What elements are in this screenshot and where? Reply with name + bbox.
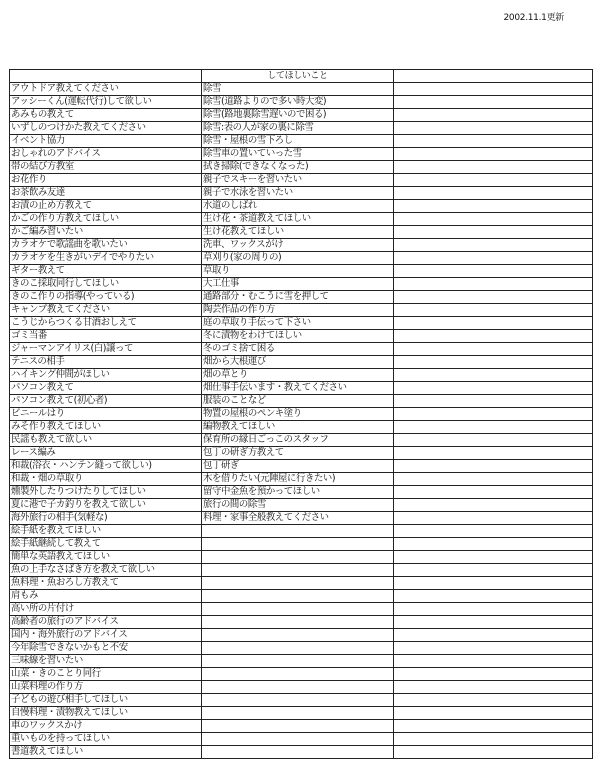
table-cell: 包丁の研ぎ方教えて: [202, 447, 394, 460]
table-cell: 料理・家事全般教えてください: [202, 512, 394, 525]
table-cell: 生け花・茶道教えてほしい: [202, 213, 394, 226]
table-cell: [394, 109, 593, 122]
table-row: [10, 96, 593, 109]
table-body: [10, 83, 593, 759]
table-cell: [394, 122, 593, 135]
table-cell: [394, 564, 593, 577]
table-cell: こうじからつくる甘酒おしえて: [10, 317, 202, 330]
table-cell: 親子で水泳を習いたい: [202, 187, 394, 200]
table-row: [10, 382, 593, 395]
table-row: [10, 187, 593, 200]
table-cell: [394, 226, 593, 239]
table-cell: 子どもの遊び相手してほしい: [10, 694, 202, 707]
table-cell: ギター教えて: [10, 265, 202, 278]
table-row: [10, 486, 593, 499]
table-row: [10, 408, 593, 421]
table-row: [10, 83, 593, 96]
table-row: [10, 200, 593, 213]
table-row: [10, 148, 593, 161]
table-cell: [394, 382, 593, 395]
update-date: 2002.11.1更新: [503, 13, 564, 23]
table-cell: 和裁・畑の草取り: [10, 473, 202, 486]
table-cell: 除雪(路地裏除雪遅いので困る): [202, 109, 394, 122]
table-cell: [394, 720, 593, 733]
table-cell: [394, 213, 593, 226]
table-cell: 畑の草とり: [202, 369, 394, 382]
table-cell: [394, 655, 593, 668]
table-cell: [394, 434, 593, 447]
table-cell: パソコン教えて(初心者): [10, 395, 202, 408]
table-cell: [394, 486, 593, 499]
table-row: [10, 512, 593, 525]
table-cell: [394, 681, 593, 694]
table-cell: いずしのつけかた教えてください: [10, 122, 202, 135]
table-row: [10, 746, 593, 759]
table-cell: キャンプ教えてください: [10, 304, 202, 317]
table-row: [10, 421, 593, 434]
table-cell: [394, 538, 593, 551]
table-cell: [202, 642, 394, 655]
table-cell: 山菜・きのことり同行: [10, 668, 202, 681]
request-sheet: [9, 69, 592, 759]
table-cell: 肩もみ: [10, 590, 202, 603]
table-cell: [394, 707, 593, 720]
table-cell: 草取り: [202, 265, 394, 278]
table-row: [10, 174, 593, 187]
table-cell: [394, 512, 593, 525]
table-cell: 夏に港で子カ釣りを教えて欲しい: [10, 499, 202, 512]
table-row: [10, 395, 593, 408]
table-row: [10, 668, 593, 681]
table-cell: [394, 590, 593, 603]
table-cell: 留守中金魚を預かってほしい: [202, 486, 394, 499]
table-cell: [202, 577, 394, 590]
table-cell: [394, 460, 593, 473]
table-cell: [394, 161, 593, 174]
table-row: [10, 265, 593, 278]
table-cell: パソコン教えて: [10, 382, 202, 395]
table-row: [10, 603, 593, 616]
table-cell: 包丁研ぎ: [202, 460, 394, 473]
table-cell: 庭の草取り手伝って下さい: [202, 317, 394, 330]
table-cell: 編物教えてほしい: [202, 421, 394, 434]
table-cell: 高齢者の旅行のアドバイス: [10, 616, 202, 629]
table-cell: 除雪車の置いていった雪: [202, 148, 394, 161]
table-cell: みそ作り教えてほしい: [10, 421, 202, 434]
table-cell: [394, 252, 593, 265]
table-cell: [394, 83, 593, 96]
table-cell: ゴミ当番: [10, 330, 202, 343]
table-cell: [202, 720, 394, 733]
table-cell: 山菜料理の作り方: [10, 681, 202, 694]
table-cell: 保育所の縁日ごっこのスタッフ: [202, 434, 394, 447]
table-cell: 物置の屋根のペンキ塗り: [202, 408, 394, 421]
table-cell: [394, 291, 593, 304]
table-cell: 絵手紙継続して教えて: [10, 538, 202, 551]
table-cell: [394, 629, 593, 642]
table-cell: [202, 603, 394, 616]
table-row: [10, 590, 593, 603]
table-cell: おしゃれのアドバイス: [10, 148, 202, 161]
table-cell: 除雪: [202, 83, 394, 96]
table-cell: [394, 96, 593, 109]
table-row: [10, 135, 593, 148]
table-cell: 親子でスキーを習いたい: [202, 174, 394, 187]
table-row: [10, 304, 593, 317]
table-row: [10, 473, 593, 486]
table-cell: [394, 330, 593, 343]
table-cell: [394, 304, 593, 317]
table-row: [10, 122, 593, 135]
table-cell: 和裁(浴衣・ハンテン縫って欲しい): [10, 460, 202, 473]
header-right: [394, 70, 593, 83]
table-cell: 今年除雪できないかもと不安: [10, 642, 202, 655]
table-row: [10, 577, 593, 590]
table-cell: [202, 564, 394, 577]
table-row: [10, 538, 593, 551]
table-row: [10, 616, 593, 629]
table-cell: [394, 265, 593, 278]
table-cell: ハイキング仲間がほしい: [10, 369, 202, 382]
table-cell: かご編み習いたい: [10, 226, 202, 239]
table-cell: [394, 473, 593, 486]
table-row: [10, 551, 593, 564]
table-cell: 服装のことなど: [202, 395, 394, 408]
table-cell: [394, 668, 593, 681]
table-cell: [394, 694, 593, 707]
table-cell: 冬のゴミ捨て困る: [202, 343, 394, 356]
table-cell: イベント協力: [10, 135, 202, 148]
table-cell: [202, 733, 394, 746]
table-cell: [394, 525, 593, 538]
table-cell: [394, 733, 593, 746]
table-row: [10, 356, 593, 369]
table-row: [10, 447, 593, 460]
table-cell: [202, 694, 394, 707]
table-cell: [394, 746, 593, 759]
table-cell: 車のワックスかけ: [10, 720, 202, 733]
table-cell: お漬の止め方教えて: [10, 200, 202, 213]
table-row: [10, 720, 593, 733]
table-cell: 魚料理・魚おろし方教えて: [10, 577, 202, 590]
table-row: [10, 317, 593, 330]
table-cell: きのこ採取同行してほしい: [10, 278, 202, 291]
table-cell: [394, 174, 593, 187]
table-cell: ジャーマンアイリス(白)譲って: [10, 343, 202, 356]
table-cell: [394, 148, 593, 161]
header-title: してほしいこと: [202, 70, 394, 83]
table-cell: 大工仕事: [202, 278, 394, 291]
table-row: [10, 109, 593, 122]
table-cell: 木を借りたい(元陣屋に行きたい): [202, 473, 394, 486]
table-cell: [202, 746, 394, 759]
table-cell: テニスの相手: [10, 356, 202, 369]
table-cell: 民謡も教えて欲しい: [10, 434, 202, 447]
table-cell: [394, 135, 593, 148]
table-cell: 海外旅行の相手(気軽な): [10, 512, 202, 525]
table-cell: レース編み: [10, 447, 202, 460]
table-row: [10, 564, 593, 577]
table-row: [10, 291, 593, 304]
table-cell: 畑仕事手伝います・教えてください: [202, 382, 394, 395]
table-cell: [394, 343, 593, 356]
table-cell: 簡単な英語教えてほしい: [10, 551, 202, 564]
table-cell: [394, 499, 593, 512]
table-cell: 重いものを持ってほしい: [10, 733, 202, 746]
table-row: [10, 434, 593, 447]
table-cell: アッシーくん(運転代行)して欲しい: [10, 96, 202, 109]
table-cell: 拭き掃除(できなくなった): [202, 161, 394, 174]
header-row: [10, 70, 593, 83]
table-cell: 自慢料理・漬物教えてほしい: [10, 707, 202, 720]
table-row: [10, 330, 593, 343]
table-cell: ビニールはり: [10, 408, 202, 421]
table-cell: [394, 577, 593, 590]
table-cell: 魚の上手なさばき方を教えて欲しい: [10, 564, 202, 577]
table-cell: カラオケを生きがいデイでやりたい: [10, 252, 202, 265]
table-cell: 除雪(道路よりので多い時大変): [202, 96, 394, 109]
table-cell: [394, 616, 593, 629]
table-cell: [394, 642, 593, 655]
table-cell: [202, 655, 394, 668]
table-cell: 冬に漬物をわけてほしい: [202, 330, 394, 343]
table-cell: [394, 356, 593, 369]
table-cell: [202, 629, 394, 642]
table-row: [10, 525, 593, 538]
table-row: [10, 343, 593, 356]
table-row: [10, 681, 593, 694]
table-row: [10, 161, 593, 174]
table-cell: [202, 551, 394, 564]
table-cell: お茶飲み友達: [10, 187, 202, 200]
table-cell: あみもの教えて: [10, 109, 202, 122]
request-table: [9, 69, 593, 759]
table-cell: 草刈り(家の周りの): [202, 252, 394, 265]
table-cell: [202, 538, 394, 551]
table-cell: [202, 681, 394, 694]
table-cell: 水道のしばれ: [202, 200, 394, 213]
table-cell: 三味線を習いたい: [10, 655, 202, 668]
table-cell: [394, 395, 593, 408]
table-row: [10, 226, 593, 239]
table-cell: 書道教えてほしい: [10, 746, 202, 759]
table-row: [10, 239, 593, 252]
table-cell: 高い所の片付け: [10, 603, 202, 616]
table-cell: 除雪・屋根の雪下ろし: [202, 135, 394, 148]
table-row: [10, 213, 593, 226]
table-row: [10, 733, 593, 746]
header-left: [10, 70, 202, 83]
table-cell: [202, 616, 394, 629]
table-cell: [394, 603, 593, 616]
table-cell: カラオケで歌謡曲を歌いたい: [10, 239, 202, 252]
table-cell: 燻製外したりつけたりしてほしい: [10, 486, 202, 499]
table-cell: きのこ作りの指導(やっている): [10, 291, 202, 304]
table-cell: [394, 278, 593, 291]
table-cell: アウトドア教えてください: [10, 83, 202, 96]
table-row: [10, 252, 593, 265]
table-cell: [202, 668, 394, 681]
table-row: [10, 499, 593, 512]
table-cell: [394, 239, 593, 252]
table-cell: [202, 590, 394, 603]
table-row: [10, 707, 593, 720]
table-row: [10, 278, 593, 291]
table-cell: [394, 447, 593, 460]
table-cell: 通路部分・むこうに雪を押して: [202, 291, 394, 304]
table-cell: [394, 551, 593, 564]
table-cell: 陶芸作品の作り方: [202, 304, 394, 317]
table-cell: [202, 707, 394, 720]
table-cell: 生け花教えてほしい: [202, 226, 394, 239]
table-cell: お花作り: [10, 174, 202, 187]
table-cell: [394, 187, 593, 200]
table-row: [10, 655, 593, 668]
table-cell: [394, 369, 593, 382]
table-cell: 旅行の間の除雪: [202, 499, 394, 512]
table-cell: 国内・海外旅行のアドバイス: [10, 629, 202, 642]
table-cell: 畑から大根運び: [202, 356, 394, 369]
table-cell: 洗車、ワックスがけ: [202, 239, 394, 252]
table-cell: [394, 200, 593, 213]
table-row: [10, 694, 593, 707]
table-cell: [394, 317, 593, 330]
table-cell: [394, 421, 593, 434]
table-cell: かごの作り方教えてほしい: [10, 213, 202, 226]
table-cell: 除雪:表の人が家の裏に除雪: [202, 122, 394, 135]
table-row: [10, 460, 593, 473]
table-cell: 帯の結び方教室: [10, 161, 202, 174]
table-row: [10, 642, 593, 655]
table-cell: [394, 408, 593, 421]
table-cell: [202, 525, 394, 538]
table-row: [10, 369, 593, 382]
table-row: [10, 629, 593, 642]
table-cell: 絵手紙を教えてほしい: [10, 525, 202, 538]
